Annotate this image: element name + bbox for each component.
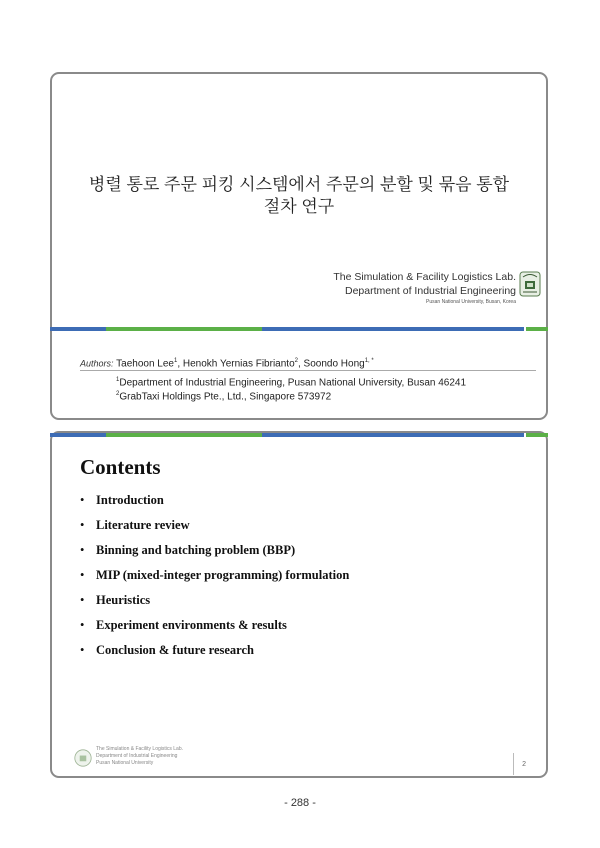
affiliation-text: GrabTaxi Holdings Pte., Ltd., Singapore 573972: [119, 391, 332, 403]
footer-lab-info: [96, 746, 183, 767]
affil-mark: 1: [116, 377, 120, 383]
page-number: - 288 -: [284, 797, 316, 809]
slide-number: 2: [522, 761, 526, 768]
affiliation-text: Department of Industrial Engineering, Pusan National University, Busan 46241: [119, 377, 467, 389]
lab-name: The Simulation & Facility Logistics Lab.: [333, 271, 516, 283]
author-affil-mark: 2: [294, 358, 298, 364]
affil-mark: 2: [116, 391, 120, 397]
author-name: Henokh Yernias Fibrianto: [182, 358, 295, 370]
contents-slide: [50, 431, 548, 778]
title-line-1: 병렬 통로 주문 피킹 시스템에서 주문의 분할 및 묶음 통합: [88, 175, 510, 194]
title-line-2: 절차 연구: [263, 197, 335, 216]
contents-item: • Introduction: [80, 493, 164, 507]
divider: [80, 370, 536, 371]
contents-item: • Heuristics: [80, 593, 151, 607]
contents-item: • Conclusion & future research: [80, 643, 254, 657]
affiliation-2: [116, 391, 331, 402]
footer-lab-name: The Simulation & Facility Logistics Lab.: [96, 746, 183, 752]
contents-list: [80, 493, 349, 668]
slide-title: [52, 174, 546, 218]
authors-line: Authors: Taehoon Lee$^1$, Henokh Yernias Fibrianto$^2$, Soondo Hong$^{1, *}$: [80, 358, 374, 370]
divider: [513, 753, 514, 775]
contents-item: • Experiment environments & results: [80, 618, 287, 632]
contents-item: • MIP (mixed-integer programming) formulation: [80, 568, 350, 582]
author-affil-mark: 1, *: [364, 358, 374, 364]
footer-department: Department of Industrial Engineering: [96, 753, 178, 759]
author-affil-mark: 1: [173, 358, 178, 364]
color-stripe: [50, 433, 548, 437]
affiliation-1: [116, 377, 466, 388]
footer-university: Pusan National University: [96, 760, 154, 766]
university-seal-icon: [519, 271, 541, 297]
author-name: Taehoon Lee: [116, 358, 174, 370]
contents-item: • Literature review: [80, 518, 190, 532]
contents-title: Contents: [80, 455, 161, 479]
department-name: Department of Industrial Engineering: [344, 285, 516, 297]
contents-item: • Binning and batching problem (BBP): [80, 543, 296, 557]
university-seal-icon: [74, 747, 92, 769]
authors-label: Authors:: [80, 358, 114, 369]
title-slide: [50, 72, 548, 420]
author-name: Soondo Hong: [303, 358, 365, 370]
lab-info: [333, 270, 516, 306]
color-stripe: [50, 327, 548, 331]
university-location: Pusan National University, Busan, Korea: [426, 299, 516, 305]
